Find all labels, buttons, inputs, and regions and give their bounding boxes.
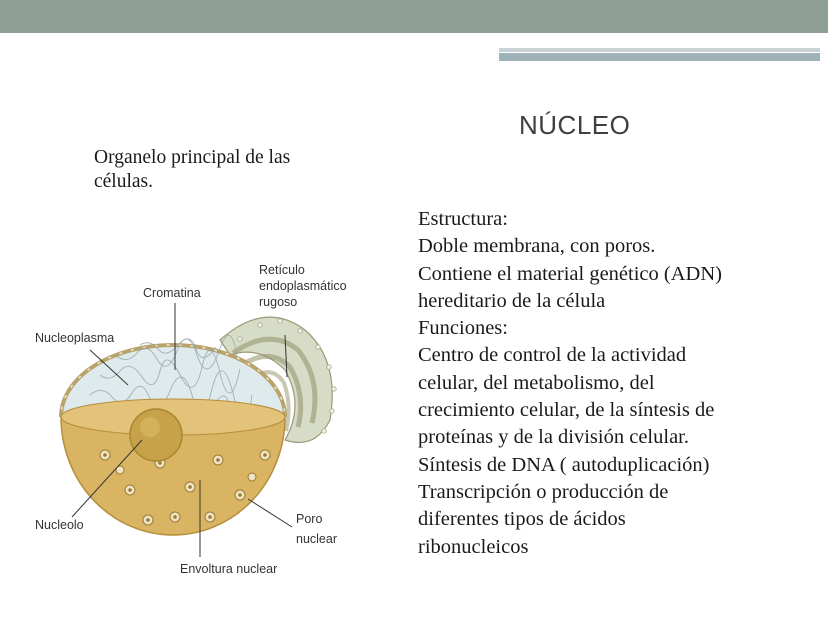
label-poro-line1: Poro [296,512,323,526]
label-cromatina: Cromatina [143,286,201,300]
body-line: hereditario de la célula [418,289,606,312]
label-poro-line2: nuclear [296,532,337,546]
body-line: Funciones: [418,317,508,340]
body-line: Centro de control de la actividad [418,344,687,367]
slide-title: NÚCLEO [519,110,631,140]
body-line: diferentes tipos de ácidos [418,508,626,531]
top-bar [0,0,828,33]
body-line: Estructura: [418,208,508,230]
label-nucleoplasma: Nucleoplasma [35,331,115,345]
body-line: Doble membrana, con poros. [418,235,656,258]
nucleolus-illustration [130,409,182,461]
label-reticulo-line1: Retículo [259,263,305,277]
label-envoltura: Envoltura nuclear [180,562,278,576]
body-line: celular, del metabolismo, del [418,371,655,394]
nucleus-diagram [30,255,370,585]
body-line: proteínas y de la división celular. [418,426,689,449]
body-line: Síntesis de DNA ( autoduplicación) [418,453,710,476]
body-line: crecimiento celular, de la síntesis de [418,399,715,422]
label-reticulo-line2: endoplasmático [259,279,347,293]
body-line: Transcripción o producción de [418,480,669,503]
decorative-line-light [499,48,820,52]
slide-subtitle: Organelo principal de las células. [94,147,291,192]
slide-body [418,206,823,561]
label-nucleolo: Nucleolo [35,518,84,532]
label-reticulo-line3: rugoso [259,295,298,309]
body-line: Contiene el material genético (ADN) [418,262,722,285]
body-line: ribonucleicos [418,535,529,558]
decorative-line-dark [499,53,820,61]
